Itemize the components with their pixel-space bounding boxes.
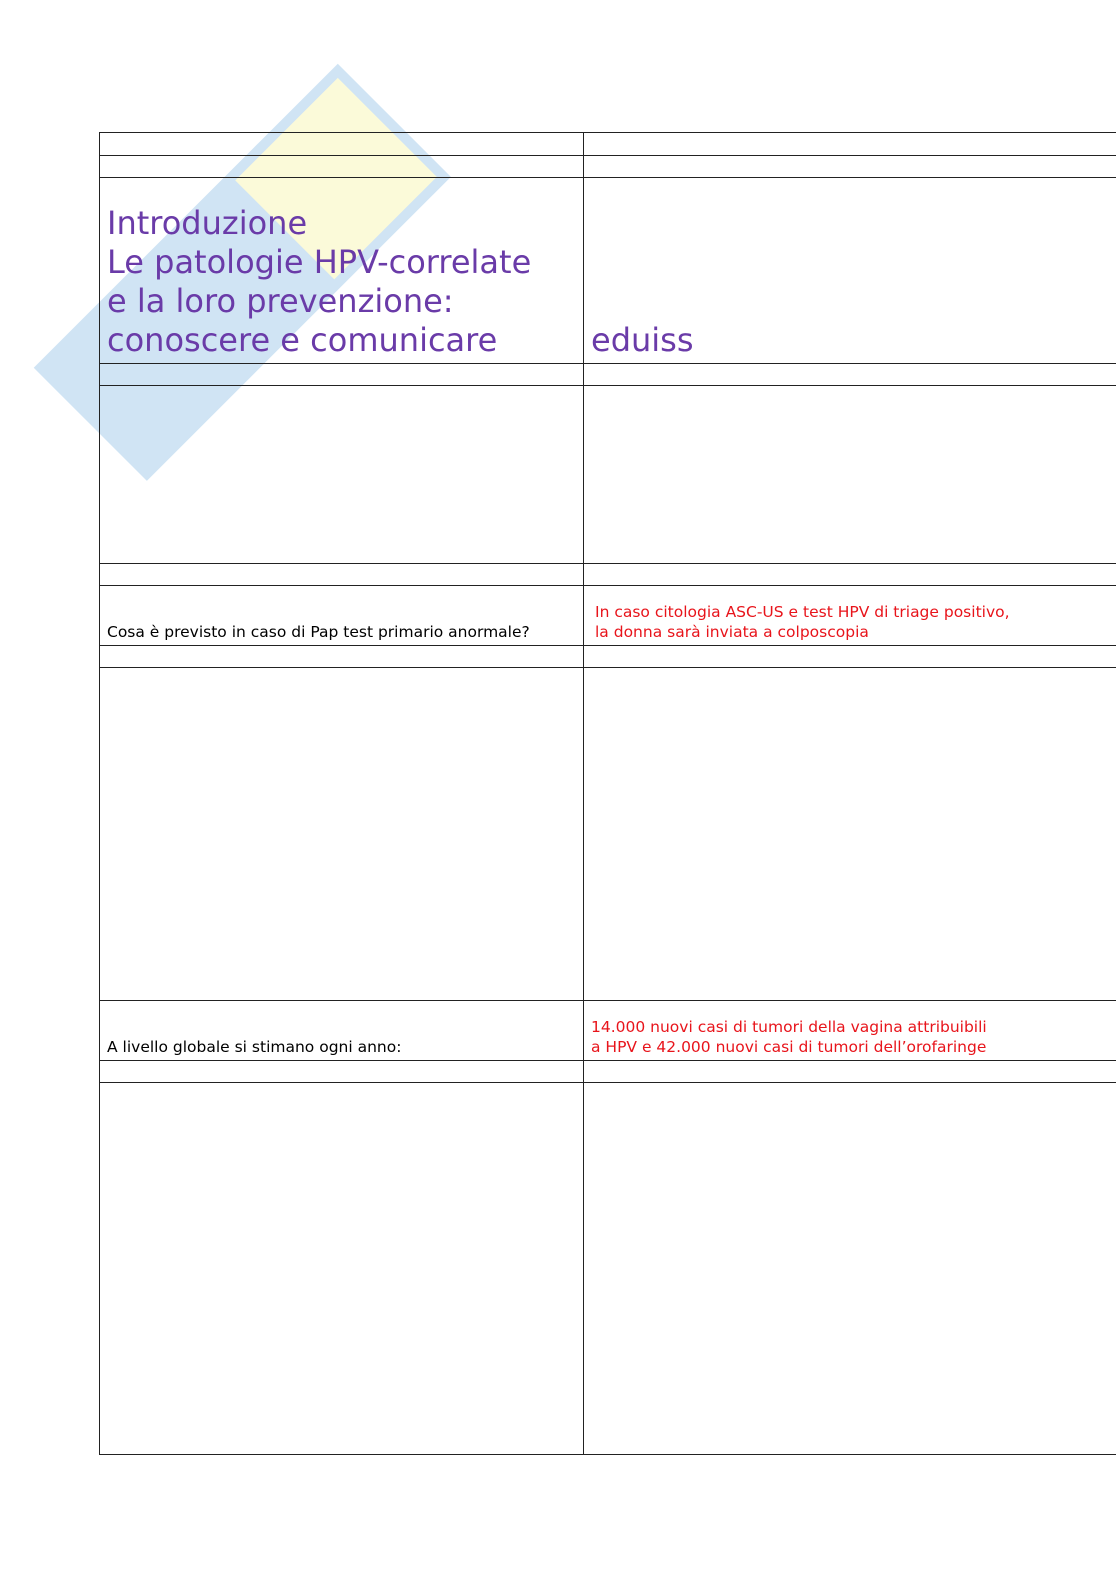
question-cell (100, 586, 584, 646)
table-row (100, 564, 1116, 586)
worksheet-grid (99, 132, 1116, 1455)
qa-row (100, 1001, 1116, 1061)
title-cell (100, 178, 584, 364)
title-row (100, 178, 1116, 364)
table-row (100, 1061, 1116, 1083)
empty-cell (100, 668, 584, 1001)
question-cell (100, 1001, 584, 1061)
empty-cell (584, 1083, 1116, 1455)
answer-cell (584, 1001, 1116, 1061)
table-row (100, 133, 1116, 156)
answer-cell (584, 586, 1116, 646)
question-text: A livello globale si stimano ogni anno: (107, 1038, 402, 1056)
answer-text: In caso citologia ASC-US e test HPV di triage positivo, la donna sarà inviata a colposcopia (595, 603, 1010, 641)
empty-cell (100, 364, 584, 386)
empty-cell (100, 156, 584, 178)
empty-cell (584, 646, 1116, 668)
empty-cell (584, 564, 1116, 586)
table-row (100, 156, 1116, 178)
table-row (100, 668, 1116, 1001)
empty-cell (100, 1083, 584, 1455)
empty-cell (100, 646, 584, 668)
empty-cell (584, 1061, 1116, 1083)
table-row (100, 1083, 1116, 1455)
empty-cell (584, 668, 1116, 1001)
brand-cell (584, 178, 1116, 364)
brand-label: eduiss (591, 321, 694, 359)
empty-cell (584, 133, 1116, 156)
document-title: Introduzione Le patologie HPV-correlate e la loro prevenzione: conoscere e comunicare (107, 204, 532, 359)
empty-cell (584, 156, 1116, 178)
qa-row (100, 586, 1116, 646)
empty-cell (100, 564, 584, 586)
empty-cell (584, 364, 1116, 386)
table-row (100, 364, 1116, 386)
table-row (100, 386, 1116, 564)
question-text: Cosa è previsto in caso di Pap test primario anormale? (107, 623, 530, 641)
table-row (100, 646, 1116, 668)
answer-text: 14.000 nuovi casi di tumori della vagina attribuibili a HPV e 42.000 nuovi casi di tumori dell’orofaringe (591, 1018, 987, 1056)
empty-cell (100, 386, 584, 564)
empty-cell (100, 133, 584, 156)
empty-cell (584, 386, 1116, 564)
empty-cell (100, 1061, 584, 1083)
